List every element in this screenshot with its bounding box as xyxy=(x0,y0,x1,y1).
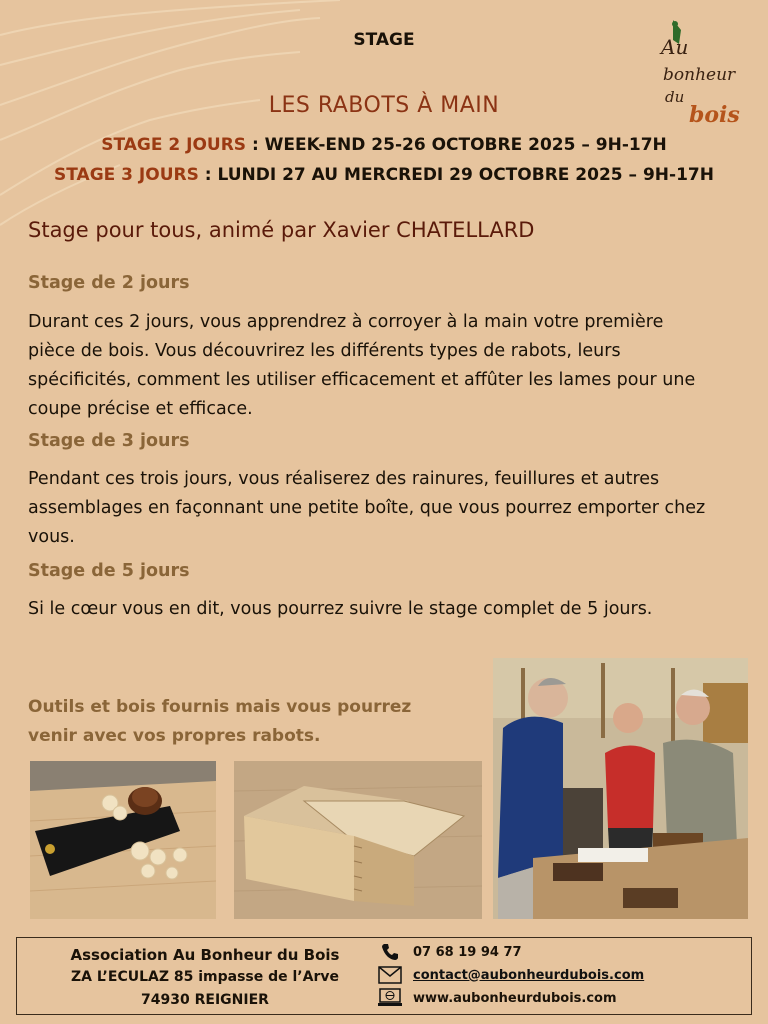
section-heading-3-days: Stage de 3 jours xyxy=(28,431,190,451)
subtitle: Stage pour tous, animé par Xavier CHATELLARD xyxy=(28,218,535,242)
section-heading-5-days: Stage de 5 jours xyxy=(28,561,190,581)
address-street: ZA L’ECULAZ 85 impasse de l’Arve xyxy=(71,969,339,985)
computer-globe-icon xyxy=(377,988,403,1008)
workshop-participants-photo xyxy=(493,658,748,919)
svg-text:du: du xyxy=(665,88,685,106)
section-body-5-days: Si le cœur vous en dit, vous pourrez suivre le stage complet de 5 jours. xyxy=(28,599,653,619)
phone-icon xyxy=(377,942,403,962)
contact-footer xyxy=(16,937,752,1015)
wooden-box-photo xyxy=(234,761,482,919)
section-body-2-days: Durant ces 2 jours, vous apprendrez à corroyer à la main votre première pièce de bois. Vous découvrirez les différents types de rabots, leurs spécificités, comment les utiliser efficacement et affûter les lames pour une coupe précise et efficace. xyxy=(28,312,696,419)
association-name: Association Au Bonheur du Bois xyxy=(70,946,340,964)
date-line-2-days xyxy=(0,135,768,155)
website-row xyxy=(377,988,617,1008)
phone-number[interactable]: 07 68 19 94 77 xyxy=(413,944,522,960)
section-body-3-days: Pendant ces trois jours, vous réaliserez des rainures, feuillures et autres assemblages en façonnant une petite boîte, que vous pourrez emporter chez vous. xyxy=(28,469,706,547)
website-link[interactable]: www.aubonheurdubois.com xyxy=(413,990,617,1006)
email-link[interactable]: contact@aubonheurdubois.com xyxy=(413,967,645,983)
email-row xyxy=(377,965,644,985)
phone-row xyxy=(377,942,522,962)
section-heading-2-days: Stage de 2 jours xyxy=(28,273,190,293)
hand-plane-photo xyxy=(30,761,216,919)
date-text: : WEEK-END 25-26 OCTOBRE 2025 – 9H-17H xyxy=(246,135,667,155)
svg-text:Au: Au xyxy=(661,35,689,59)
tools-note: Outils et bois fournis mais vous pourrez venir avec vos propres rabots. xyxy=(28,697,412,746)
date-text: : LUNDI 27 AU MERCREDI 29 OCTOBRE 2025 – 9H-17H xyxy=(198,165,714,185)
email-icon xyxy=(377,965,403,985)
date-label: STAGE 3 JOURS xyxy=(54,165,199,185)
stage-label: STAGE xyxy=(353,30,415,50)
svg-text:bois: bois xyxy=(689,102,740,128)
date-label: STAGE 2 JOURS xyxy=(101,135,247,155)
date-line-3-days xyxy=(0,165,768,185)
address-city: 74930 REIGNIER xyxy=(141,992,269,1008)
svg-text:bonheur: bonheur xyxy=(663,65,736,85)
page-title: LES RABOTS À MAIN xyxy=(268,93,500,118)
